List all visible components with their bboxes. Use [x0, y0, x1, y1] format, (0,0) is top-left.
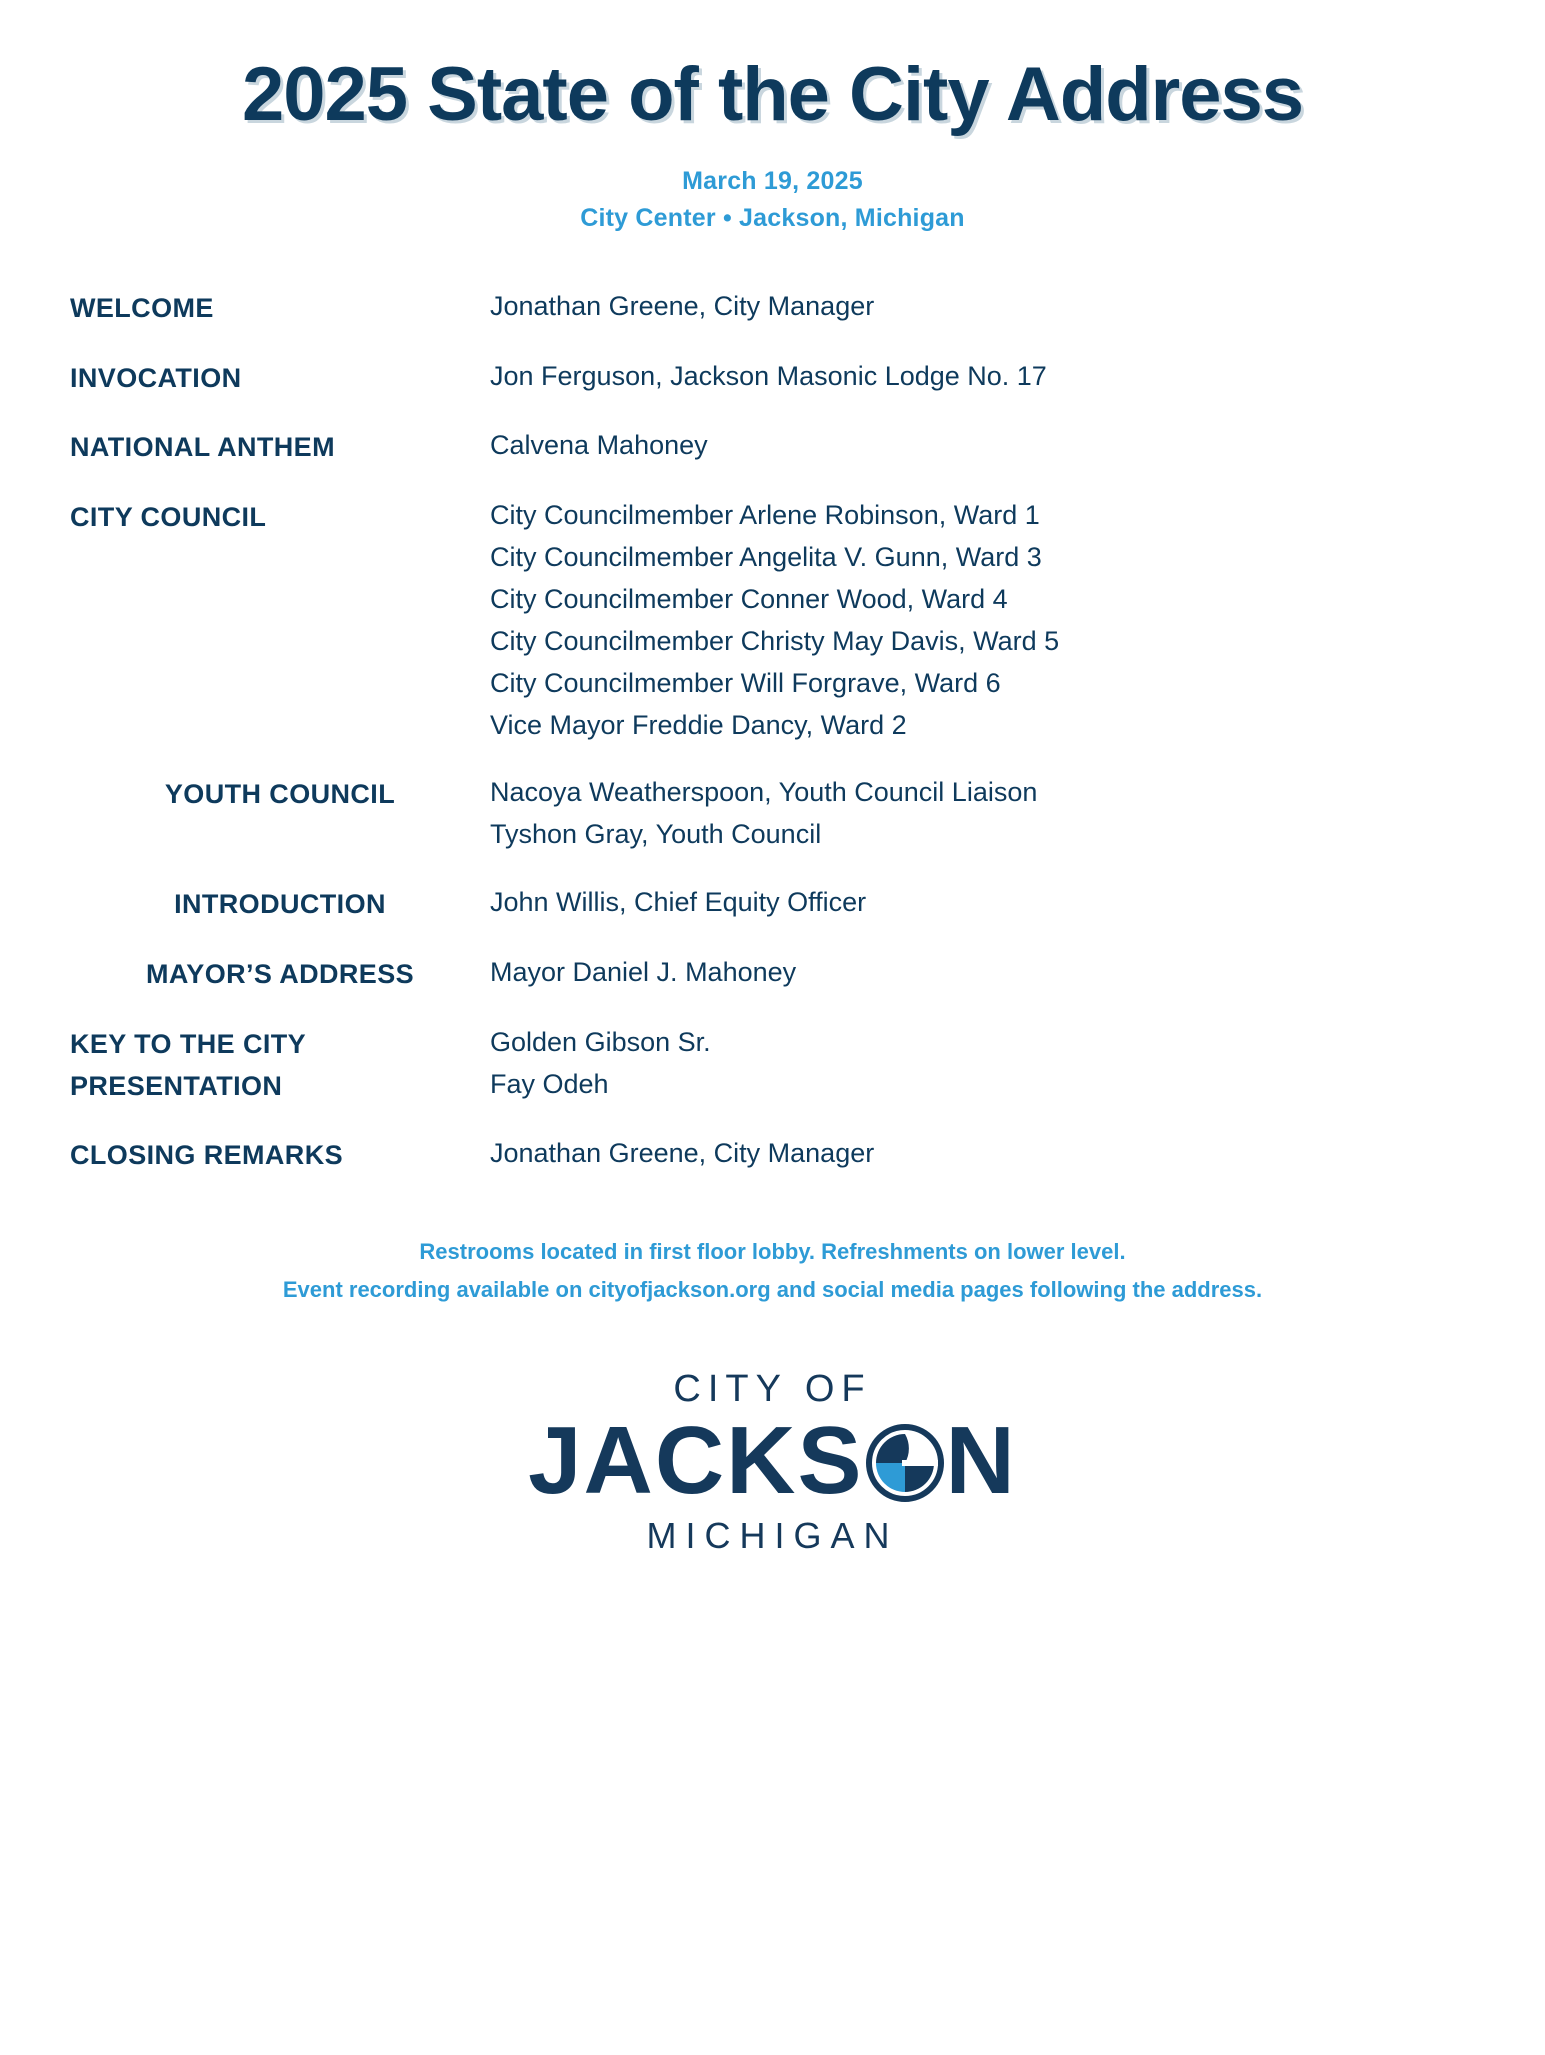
program-row-mayors-address	[70, 952, 1475, 996]
program-value-line: Calvena Mahoney	[490, 430, 708, 461]
event-venue: City Center • Jackson, Michigan	[580, 204, 965, 233]
program-value-line: Vice Mayor Freddie Dancy, Ward 2	[490, 709, 907, 740]
program-value-line: City Councilmember Will Forgrave, Ward 6	[490, 667, 1001, 698]
program-row-introduction	[70, 882, 1475, 926]
program-value-line: Nacoya Weatherspoon, Youth Council Liaison	[490, 777, 1038, 808]
program-row-national-anthem	[70, 425, 1475, 469]
program-label: CLOSING REMARKS	[70, 1140, 344, 1171]
logo-wordmark	[528, 1407, 1017, 1515]
city-of-jackson-logo	[0, 1368, 1545, 1557]
program-value	[490, 882, 1475, 924]
program-row-city-council	[70, 495, 1475, 746]
program-value-line: City Councilmember Angelita V. Gunn, Ward 3	[490, 542, 1042, 573]
program-value	[490, 772, 1475, 856]
program-row-closing-remarks	[70, 1133, 1475, 1177]
program-value	[490, 356, 1475, 398]
program-value-line: City Councilmember Conner Wood, Ward 4	[490, 584, 1008, 615]
program-value-line: Jonathan Greene, City Manager	[490, 290, 875, 321]
program-row-key-to-the-city	[70, 1022, 1475, 1108]
program-value	[490, 425, 1475, 467]
program-label: WELCOME	[70, 292, 214, 323]
program-row-welcome	[70, 286, 1475, 330]
program-label: NATIONAL ANTHEM	[70, 432, 335, 463]
program-value-line: Fay Odeh	[490, 1068, 609, 1099]
logo-city-of-text: CITY OF	[673, 1368, 872, 1411]
program-value	[490, 495, 1475, 746]
program-value-line: Tyshon Gray, Youth Council	[490, 819, 822, 850]
program-value-line: Jonathan Greene, City Manager	[490, 1138, 875, 1169]
program-label: KEY TO THE CITY PRESENTATION	[70, 1028, 306, 1101]
logo-n-text: N	[945, 1407, 1017, 1515]
program-label: YOUTH COUNCIL	[164, 779, 396, 810]
program-page	[0, 52, 1545, 2055]
program-label: CITY COUNCIL	[70, 502, 267, 533]
program-value	[490, 286, 1475, 328]
program-value	[490, 952, 1475, 994]
program-row-youth-council	[70, 772, 1475, 856]
program-label: MAYOR’S ADDRESS	[145, 958, 415, 989]
program-value-line: Mayor Daniel J. Mahoney	[490, 956, 797, 987]
program-label: INTRODUCTION	[174, 889, 386, 920]
program-value-line: John Willis, Chief Equity Officer	[490, 887, 867, 918]
program-row-invocation	[70, 356, 1475, 400]
event-date: March 19, 2025	[682, 166, 863, 195]
event-subheader	[0, 163, 1545, 238]
program-value	[490, 1022, 1475, 1106]
program-value-line: City Councilmember Arlene Robinson, Ward 1	[490, 500, 1040, 531]
program-label: INVOCATION	[70, 362, 242, 393]
footer-notes	[0, 1233, 1545, 1308]
logo-michigan-text: MICHIGAN	[646, 1515, 899, 1557]
program-value-line: Golden Gibson Sr.	[490, 1026, 711, 1057]
logo-o-mark-icon	[866, 1422, 944, 1500]
program-value-line: Jon Ferguson, Jackson Masonic Lodge No. 17	[490, 360, 1047, 391]
program-value	[490, 1133, 1475, 1175]
footer-note-restrooms: Restrooms located in first floor lobby. Refreshments on lower level.	[419, 1239, 1126, 1265]
logo-jacks-text: JACKS	[528, 1407, 864, 1515]
program-list	[0, 286, 1545, 1178]
footer-note-recording: Event recording available on cityofjackson.org and social media pages following the address.	[282, 1276, 1263, 1302]
program-value-line: City Councilmember Christy May Davis, Ward 5	[490, 625, 1060, 656]
page-title: 2025 State of the City Address	[241, 52, 1304, 137]
